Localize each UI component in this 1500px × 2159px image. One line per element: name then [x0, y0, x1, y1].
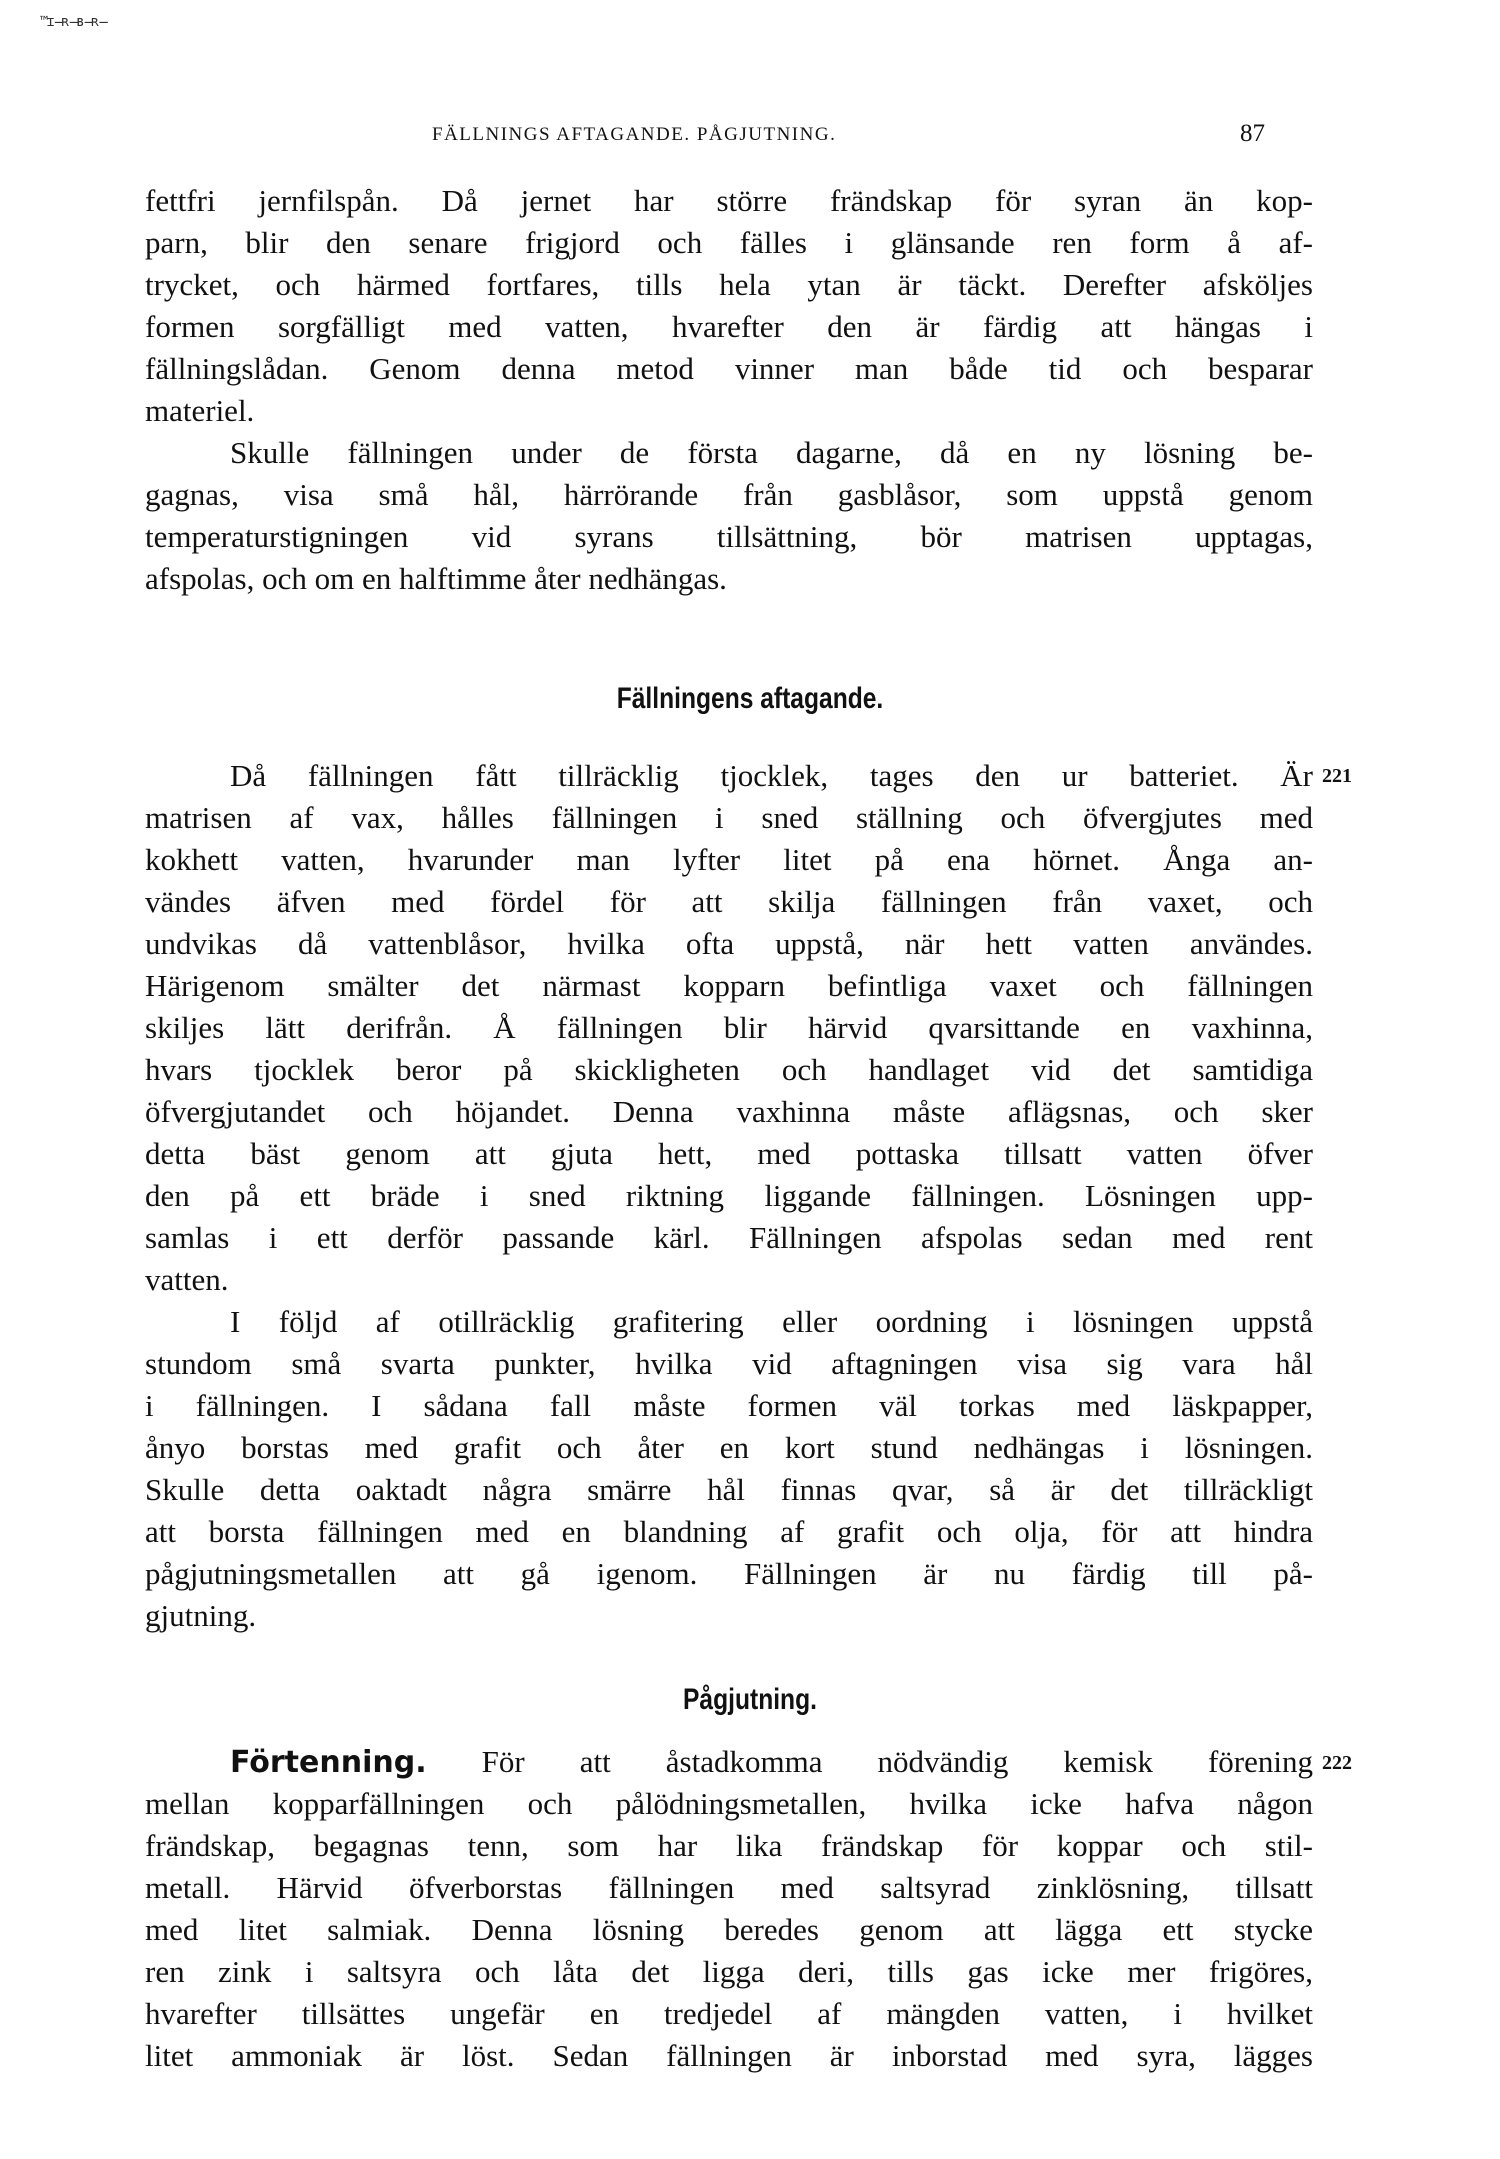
text-line: parn, blir den senare frigjord och fälles i glänsande ren form å af-	[145, 225, 1313, 260]
section-1-text	[145, 180, 1313, 600]
text-line-lead	[145, 1741, 1313, 1783]
section-heading: Fällningens aftagande.	[616, 682, 884, 715]
margin-reference: 222	[1322, 1752, 1352, 1774]
text-line: Skulle fällningen under de första dagarne, då en ny lösning be-	[230, 435, 1313, 470]
text-line: kokhett vatten, hvarunder man lyfter litet på ena hörnet. Ånga an-	[145, 842, 1313, 877]
text-line: formen sorgfälligt med vatten, hvarefter den är färdig att hängas i	[145, 309, 1313, 344]
text-line: pågjutningsmetallen att gå igenom. Fällningen är nu färdig till på-	[145, 1556, 1313, 1591]
text-line: öfvergjutandet och höjandet. Denna vaxhinna måste aflägsnas, och sker	[145, 1094, 1313, 1129]
text-line: metall. Härvid öfverborstas fällningen med saltsyrad zinklösning, tillsatt	[145, 1870, 1313, 1905]
text-line: vatten.	[145, 1262, 229, 1297]
text-line: materiel.	[145, 393, 255, 428]
running-head: FÄLLNINGS AFTAGANDE. PÅGJUTNING.	[432, 124, 837, 145]
scan-artifact: ™ɪ̶ʀ̶ʙ̶ʀ̶	[40, 14, 106, 30]
text-line: Då fällningen fått tillräcklig tjocklek, tages den ur batteriet. Är	[230, 758, 1313, 793]
section-2-text	[145, 755, 1313, 1637]
text-line: den på ett bräde i sned riktning liggande fällningen. Lösningen upp-	[145, 1178, 1313, 1213]
text-line: temperaturstigningen vid syrans tillsättning, bör matrisen upptagas,	[145, 519, 1313, 554]
text-line: i fällningen. I sådana fall måste formen väl torkas med läskpapper,	[145, 1388, 1313, 1423]
text-line: mellan kopparfällningen och pålödningsmetallen, hvilka icke hafva någon	[145, 1786, 1313, 1821]
text-line: vändes äfven med fördel för att skilja fällningen från vaxet, och	[145, 884, 1313, 919]
text-line: med litet salmiak. Denna lösning beredes genom att lägga ett stycke	[145, 1912, 1313, 1947]
text-line: hvars tjocklek beror på skickligheten och handlaget vid det samtidiga	[145, 1052, 1313, 1087]
text-line: fällningslådan. Genom denna metod vinner man både tid och besparar	[145, 351, 1313, 386]
text-line: I följd af otillräcklig grafitering eller oordning i lösningen uppstå	[230, 1304, 1313, 1339]
text-line: stundom små svarta punkter, hvilka vid aftagningen visa sig vara hål	[145, 1346, 1313, 1381]
text-line: frändskap, begagnas tenn, som har lika frändskap för koppar och stil-	[145, 1828, 1313, 1863]
text-line: litet ammoniak är löst. Sedan fällningen är inborstad med syra, lägges	[145, 2038, 1313, 2073]
page-number: 87	[1240, 120, 1265, 147]
text-line: Skulle detta oaktadt några smärre hål finnas qvar, så är det tillräckligt	[145, 1472, 1313, 1507]
section-3-text	[145, 1741, 1313, 2077]
text-line: trycket, och härmed fortfares, tills hela ytan är täckt. Derefter afsköljes	[145, 267, 1313, 302]
text-line: samlas i ett derför passande kärl. Fällningen afspolas sedan med rent	[145, 1220, 1313, 1255]
text-line: att borsta fällningen med en blandning af grafit och olja, för att hindra	[145, 1514, 1313, 1549]
text-line: undvikas då vattenblåsor, hvilka ofta uppstå, när hett vatten användes.	[145, 926, 1313, 961]
text-line: detta bäst genom att gjuta hett, med pottaska tillsatt vatten öfver	[145, 1136, 1313, 1171]
text-line: matrisen af vax, hålles fällningen i sned ställning och öfvergjutes med	[145, 800, 1313, 835]
text-line: gagnas, visa små hål, härrörande från gasblåsor, som uppstå genom	[145, 477, 1313, 512]
lead-term: Förtenning.	[230, 1745, 427, 1780]
section-heading: Pågjutning.	[683, 1683, 817, 1716]
text-line: skiljes lätt derifrån. Å fällningen blir härvid qvarsittande en vaxhinna,	[145, 1010, 1313, 1045]
text-line: fettfri jernfilspån. Då jernet har större frändskap för syran än kop-	[145, 183, 1313, 218]
text-line: afspolas, och om en halftimme åter nedhängas.	[145, 561, 727, 596]
lead-line-rest: För att åstadkomma nödvändig kemisk förening	[426, 1744, 1313, 1779]
text-line: ren zink i saltsyra och låta det ligga deri, tills gas icke mer frigöres,	[145, 1954, 1313, 1989]
margin-reference: 221	[1322, 765, 1352, 787]
text-line: hvarefter tillsättes ungefär en tredjedel af mängden vatten, i hvilket	[145, 1996, 1313, 2031]
text-line: Härigenom smälter det närmast kopparn befintliga vaxet och fällningen	[145, 968, 1313, 1003]
text-line: gjutning.	[145, 1598, 257, 1633]
text-line: ånyo borstas med grafit och åter en kort stund nedhängas i lösningen.	[145, 1430, 1313, 1465]
